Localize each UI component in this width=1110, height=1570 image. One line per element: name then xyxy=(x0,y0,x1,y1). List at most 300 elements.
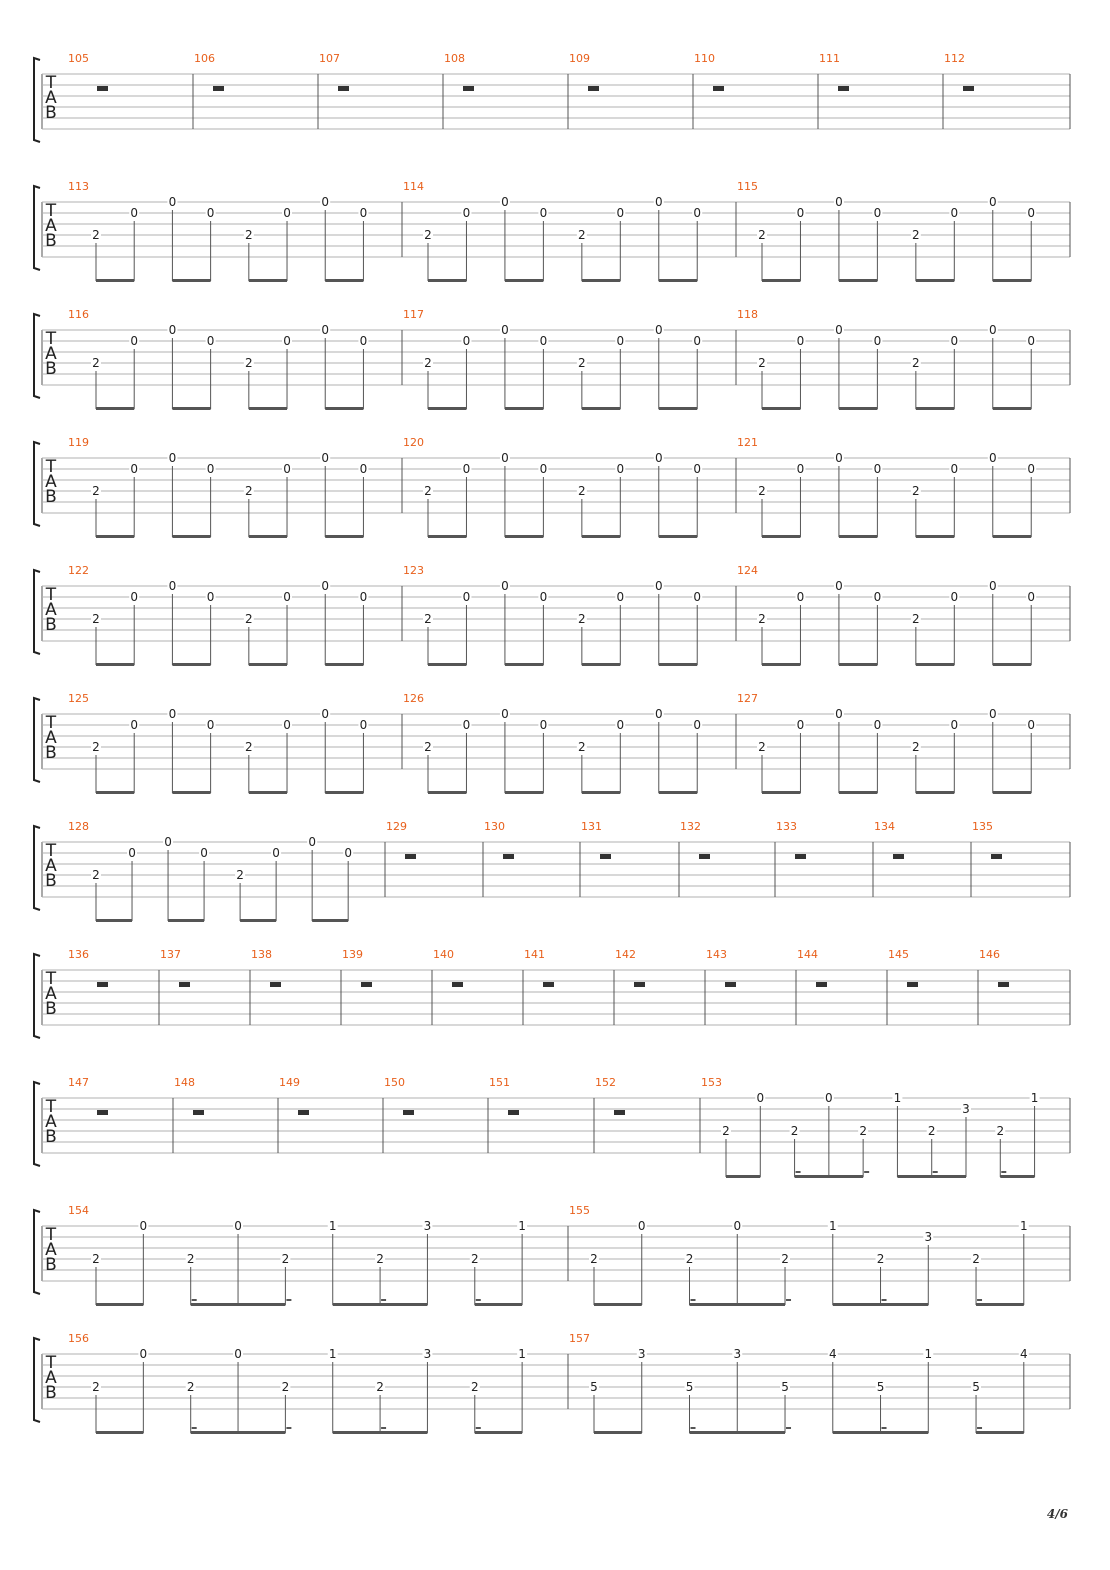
fret-number: 0 xyxy=(462,718,471,732)
fret-number: 0 xyxy=(130,206,139,220)
beam xyxy=(428,279,466,282)
fret-number: 2 xyxy=(92,1380,100,1394)
rhythm-dot xyxy=(286,1427,291,1429)
fret-number: 0 xyxy=(616,206,625,220)
fret-number: 0 xyxy=(835,195,843,209)
beam xyxy=(240,919,276,922)
tab-system xyxy=(34,820,1070,922)
beam xyxy=(172,279,210,282)
fret-number: 0 xyxy=(139,1219,148,1233)
tab-clef-letter: B xyxy=(45,103,57,123)
beam xyxy=(594,1431,642,1434)
tab-system xyxy=(34,1076,1070,1178)
beam xyxy=(582,279,620,282)
beam xyxy=(249,663,287,666)
tab-clef-letter: B xyxy=(45,1127,57,1147)
measure-number: 134 xyxy=(874,820,895,833)
fret-number: 1 xyxy=(1019,1219,1028,1233)
measure-number: 120 xyxy=(403,436,424,449)
fret-number: 2 xyxy=(92,740,100,754)
rhythm-dot xyxy=(381,1427,386,1429)
beam xyxy=(762,535,800,538)
fret-number: 1 xyxy=(518,1347,526,1361)
fret-number: 0 xyxy=(756,1091,765,1105)
fret-number: 2 xyxy=(927,1124,936,1138)
beam xyxy=(582,535,620,538)
fret-number: 0 xyxy=(283,462,291,476)
beam xyxy=(325,791,363,794)
fret-number: 2 xyxy=(245,484,253,498)
whole-rest xyxy=(838,86,849,91)
fret-number: 2 xyxy=(578,740,586,754)
fret-number: 2 xyxy=(912,228,920,242)
beam xyxy=(249,407,287,410)
fret-number: 0 xyxy=(950,462,959,476)
rhythm-dot xyxy=(691,1299,696,1301)
whole-rest xyxy=(193,1110,204,1115)
whole-rest xyxy=(361,982,372,987)
beam xyxy=(594,1303,642,1306)
fret-number: 2 xyxy=(578,484,586,498)
measure-number: 141 xyxy=(524,948,545,961)
measure-number: 150 xyxy=(384,1076,405,1089)
fret-number: 2 xyxy=(722,1124,730,1138)
tab-clef-letter: A xyxy=(45,344,57,364)
tab-clef-letter: T xyxy=(45,1353,57,1373)
tab-clef-letter: B xyxy=(45,1383,57,1403)
beam xyxy=(325,663,363,666)
tab-system xyxy=(34,564,1070,666)
measure-number: 110 xyxy=(694,52,715,65)
beam xyxy=(505,407,543,410)
tab-clef-letter: A xyxy=(45,600,57,620)
tab-clef-letter: B xyxy=(45,231,57,251)
beam xyxy=(505,535,543,538)
whole-rest xyxy=(543,982,554,987)
fret-number: 2 xyxy=(245,356,253,370)
tab-system xyxy=(34,1332,1070,1434)
fret-number: 0 xyxy=(1027,334,1036,348)
fret-number: 0 xyxy=(206,590,215,604)
tab-clef-letter: T xyxy=(45,585,57,605)
fret-number: 0 xyxy=(654,707,663,721)
rhythm-dot xyxy=(977,1427,982,1429)
fret-number: 2 xyxy=(92,356,100,370)
whole-rest xyxy=(991,854,1002,859)
whole-rest xyxy=(508,1110,519,1115)
measure-number: 133 xyxy=(776,820,797,833)
system-bracket xyxy=(34,570,40,654)
fret-number: 0 xyxy=(693,334,702,348)
tab-clef-letter: T xyxy=(45,457,57,477)
beam xyxy=(839,535,877,538)
tab-system xyxy=(34,1204,1070,1306)
fret-number: 0 xyxy=(283,206,291,220)
fret-number: 0 xyxy=(462,590,471,604)
fret-number: 2 xyxy=(92,1252,100,1266)
measure-number: 115 xyxy=(737,180,758,193)
beam xyxy=(795,1175,864,1178)
measure-number: 123 xyxy=(403,564,424,577)
tab-system xyxy=(34,692,1070,794)
rhythm-dot xyxy=(192,1299,197,1301)
fret-number: 0 xyxy=(128,846,136,860)
fret-number: 0 xyxy=(637,1219,646,1233)
beam xyxy=(916,407,954,410)
measure-number: 116 xyxy=(68,308,89,321)
beam xyxy=(428,407,466,410)
fret-number: 2 xyxy=(685,1252,694,1266)
beam xyxy=(916,279,954,282)
whole-rest xyxy=(588,86,599,91)
fret-number: 0 xyxy=(168,451,177,465)
beam xyxy=(428,791,466,794)
fret-number: 0 xyxy=(1027,462,1036,476)
beam xyxy=(726,1175,760,1178)
beam xyxy=(312,919,348,922)
fret-number: 0 xyxy=(835,323,843,337)
fret-number: 0 xyxy=(1027,718,1036,732)
fret-number: 2 xyxy=(876,1252,885,1266)
beam xyxy=(833,1303,929,1306)
fret-number: 0 xyxy=(693,462,702,476)
tab-clef-letter: B xyxy=(45,743,57,763)
measure-number: 113 xyxy=(68,180,89,193)
measure-number: 117 xyxy=(403,308,424,321)
tab-clef-letter: T xyxy=(45,329,57,349)
fret-number: 0 xyxy=(873,718,882,732)
system-bracket xyxy=(34,954,40,1038)
fret-number: 0 xyxy=(796,590,805,604)
rhythm-dot xyxy=(933,1171,938,1173)
page-number: 4/6 xyxy=(1046,1507,1068,1521)
measure-number: 135 xyxy=(972,820,993,833)
fret-number: 0 xyxy=(359,206,368,220)
fret-number: 2 xyxy=(424,484,432,498)
fret-number: 5 xyxy=(876,1380,885,1394)
fret-number: 1 xyxy=(328,1347,337,1361)
fret-number: 2 xyxy=(92,612,100,626)
rhythm-dot xyxy=(476,1299,481,1301)
fret-number: 0 xyxy=(321,323,330,337)
fret-number: 0 xyxy=(988,707,997,721)
measure-number: 114 xyxy=(403,180,424,193)
fret-number: 2 xyxy=(790,1124,799,1138)
fret-number: 2 xyxy=(912,740,920,754)
fret-number: 2 xyxy=(972,1252,980,1266)
fret-number: 0 xyxy=(139,1347,148,1361)
measure-number: 142 xyxy=(615,948,636,961)
beam xyxy=(505,663,543,666)
fret-number: 0 xyxy=(950,590,959,604)
fret-number: 0 xyxy=(501,195,509,209)
fret-number: 0 xyxy=(873,462,882,476)
fret-number: 0 xyxy=(693,590,702,604)
rhythm-dot xyxy=(786,1299,791,1301)
fret-number: 2 xyxy=(470,1252,479,1266)
fret-number: 1 xyxy=(518,1219,526,1233)
system-bracket xyxy=(34,1338,40,1422)
system-bracket xyxy=(34,58,40,142)
measure-number: 145 xyxy=(888,948,909,961)
beam xyxy=(172,791,210,794)
measure-number: 138 xyxy=(251,948,272,961)
beam xyxy=(191,1431,286,1434)
fret-number: 0 xyxy=(1027,206,1036,220)
fret-number: 0 xyxy=(168,323,177,337)
beam xyxy=(96,791,134,794)
tab-clef-letter: A xyxy=(45,472,57,492)
measure-number: 136 xyxy=(68,948,89,961)
beam xyxy=(96,1431,143,1434)
fret-number: 0 xyxy=(539,462,548,476)
fret-number: 0 xyxy=(501,707,509,721)
beam xyxy=(1000,1175,1034,1178)
beam xyxy=(325,535,363,538)
tab-system xyxy=(34,436,1070,538)
fret-number: 2 xyxy=(92,228,100,242)
beam xyxy=(659,663,697,666)
fret-number: 0 xyxy=(825,1091,833,1105)
measure-number: 130 xyxy=(484,820,505,833)
fret-number: 0 xyxy=(796,206,805,220)
whole-rest xyxy=(338,86,349,91)
fret-number: 3 xyxy=(637,1347,646,1361)
beam xyxy=(96,663,134,666)
rhythm-dot xyxy=(864,1171,869,1173)
beam xyxy=(582,791,620,794)
beam xyxy=(839,791,877,794)
whole-rest xyxy=(463,86,474,91)
fret-number: 0 xyxy=(321,579,330,593)
fret-number: 0 xyxy=(168,707,177,721)
beam xyxy=(762,279,800,282)
fret-number: 5 xyxy=(685,1380,694,1394)
fret-number: 0 xyxy=(988,579,997,593)
rhythm-dot xyxy=(1001,1171,1006,1173)
whole-rest xyxy=(963,86,974,91)
fret-number: 1 xyxy=(328,1219,337,1233)
fret-number: 0 xyxy=(283,718,291,732)
fret-number: 0 xyxy=(462,334,471,348)
fret-number: 0 xyxy=(988,323,997,337)
rhythm-dot xyxy=(476,1427,481,1429)
system-bracket xyxy=(34,314,40,398)
measure-number: 128 xyxy=(68,820,89,833)
tab-clef-letter: T xyxy=(45,73,57,93)
measure-number: 153 xyxy=(701,1076,722,1089)
fret-number: 2 xyxy=(376,1252,384,1266)
measure-number: 109 xyxy=(569,52,590,65)
tab-clef-letter: A xyxy=(45,984,57,1004)
fret-number: 0 xyxy=(835,451,843,465)
tab-clef-letter: A xyxy=(45,728,57,748)
fret-number: 0 xyxy=(344,846,352,860)
measure-number: 140 xyxy=(433,948,454,961)
fret-number: 0 xyxy=(988,451,997,465)
tab-system xyxy=(34,308,1070,410)
fret-number: 0 xyxy=(359,462,368,476)
beam xyxy=(428,663,466,666)
fret-number: 0 xyxy=(539,590,548,604)
tab-clef-letter: A xyxy=(45,216,57,236)
fret-number: 2 xyxy=(236,868,244,882)
fret-number: 2 xyxy=(578,228,586,242)
rhythm-dot xyxy=(286,1299,291,1301)
measure-number: 108 xyxy=(444,52,465,65)
fret-number: 0 xyxy=(539,206,548,220)
tab-clef-letter: T xyxy=(45,841,57,861)
fret-number: 0 xyxy=(462,462,471,476)
measure-number: 129 xyxy=(386,820,407,833)
beam xyxy=(172,535,210,538)
measure-number: 139 xyxy=(342,948,363,961)
fret-number: 0 xyxy=(539,718,548,732)
fret-number: 2 xyxy=(578,612,586,626)
beam xyxy=(333,1431,428,1434)
rhythm-dot xyxy=(691,1427,696,1429)
beam xyxy=(916,535,954,538)
beam xyxy=(916,663,954,666)
beam xyxy=(505,791,543,794)
beam xyxy=(96,919,132,922)
tab-system xyxy=(34,948,1070,1038)
measure-number: 118 xyxy=(737,308,758,321)
fret-number: 0 xyxy=(234,1219,242,1233)
fret-number: 0 xyxy=(321,451,330,465)
beam xyxy=(582,407,620,410)
beam xyxy=(168,919,204,922)
fret-number: 0 xyxy=(873,590,882,604)
fret-number: 5 xyxy=(781,1380,789,1394)
fret-number: 2 xyxy=(281,1252,290,1266)
whole-rest xyxy=(452,982,463,987)
tab-clef-letter: T xyxy=(45,1225,57,1245)
measure-number: 148 xyxy=(174,1076,195,1089)
fret-number: 2 xyxy=(186,1380,195,1394)
beam xyxy=(475,1431,522,1434)
fret-number: 2 xyxy=(996,1124,1005,1138)
beam xyxy=(690,1303,786,1306)
system-bracket xyxy=(34,1210,40,1294)
fret-number: 0 xyxy=(164,835,172,849)
measure-number: 127 xyxy=(737,692,758,705)
fret-number: 0 xyxy=(796,334,805,348)
tab-clef-letter: B xyxy=(45,1255,57,1275)
fret-number: 0 xyxy=(308,835,316,849)
rhythm-dot xyxy=(882,1299,887,1301)
whole-rest xyxy=(634,982,645,987)
whole-rest xyxy=(270,982,281,987)
measure-number: 137 xyxy=(160,948,181,961)
beam xyxy=(659,279,697,282)
fret-number: 0 xyxy=(234,1347,242,1361)
beam xyxy=(191,1303,286,1306)
measure-number: 146 xyxy=(979,948,1000,961)
fret-number: 0 xyxy=(206,462,215,476)
measure-number: 126 xyxy=(403,692,424,705)
beam xyxy=(976,1431,1024,1434)
whole-rest xyxy=(405,854,416,859)
fret-number: 2 xyxy=(245,228,253,242)
fret-number: 0 xyxy=(168,195,177,209)
fret-number: 2 xyxy=(92,484,100,498)
beam xyxy=(993,407,1031,410)
fret-number: 4 xyxy=(1019,1347,1028,1361)
beam xyxy=(993,279,1031,282)
beam xyxy=(475,1303,522,1306)
measure-number: 121 xyxy=(737,436,758,449)
fret-number: 0 xyxy=(733,1219,742,1233)
beam xyxy=(172,407,210,410)
fret-number: 0 xyxy=(501,579,509,593)
fret-number: 2 xyxy=(781,1252,789,1266)
measure-number: 151 xyxy=(489,1076,510,1089)
fret-number: 0 xyxy=(796,718,805,732)
fret-number: 3 xyxy=(423,1347,432,1361)
measure-number: 147 xyxy=(68,1076,89,1089)
fret-number: 2 xyxy=(376,1380,384,1394)
fret-number: 0 xyxy=(950,718,959,732)
tab-clef-letter: B xyxy=(45,871,57,891)
fret-number: 2 xyxy=(590,1252,598,1266)
beam xyxy=(690,1431,786,1434)
fret-number: 0 xyxy=(988,195,997,209)
fret-number: 4 xyxy=(828,1347,837,1361)
fret-number: 0 xyxy=(130,718,139,732)
measure-number: 144 xyxy=(797,948,818,961)
whole-rest xyxy=(97,86,108,91)
fret-number: 0 xyxy=(616,334,625,348)
tab-clef-letter: T xyxy=(45,969,57,989)
fret-number: 0 xyxy=(283,590,291,604)
beam xyxy=(839,663,877,666)
fret-number: 0 xyxy=(654,579,663,593)
beam xyxy=(762,663,800,666)
fret-number: 0 xyxy=(359,334,368,348)
system-bracket xyxy=(34,1082,40,1166)
fret-number: 2 xyxy=(578,356,586,370)
fret-number: 2 xyxy=(758,356,766,370)
beam xyxy=(993,535,1031,538)
whole-rest xyxy=(97,982,108,987)
beam xyxy=(96,407,134,410)
beam xyxy=(659,407,697,410)
measure-number: 122 xyxy=(68,564,89,577)
fret-number: 0 xyxy=(168,579,177,593)
measure-number: 152 xyxy=(595,1076,616,1089)
measure-number: 124 xyxy=(737,564,758,577)
tab-clef-letter: T xyxy=(45,1097,57,1117)
fret-number: 3 xyxy=(924,1230,933,1244)
fret-number: 2 xyxy=(424,356,432,370)
fret-number: 2 xyxy=(912,612,920,626)
fret-number: 2 xyxy=(859,1124,867,1138)
tab-clef-letter: T xyxy=(45,201,57,221)
rhythm-dot xyxy=(192,1427,197,1429)
fret-number: 2 xyxy=(424,740,432,754)
tab-clef-letter: A xyxy=(45,1112,57,1132)
fret-number: 0 xyxy=(206,334,215,348)
fret-number: 2 xyxy=(424,612,432,626)
fret-number: 2 xyxy=(758,612,766,626)
beam xyxy=(762,407,800,410)
tab-system xyxy=(34,52,1070,142)
fret-number: 5 xyxy=(590,1380,598,1394)
fret-number: 0 xyxy=(359,718,368,732)
beam xyxy=(897,1175,966,1178)
whole-rest xyxy=(713,86,724,91)
